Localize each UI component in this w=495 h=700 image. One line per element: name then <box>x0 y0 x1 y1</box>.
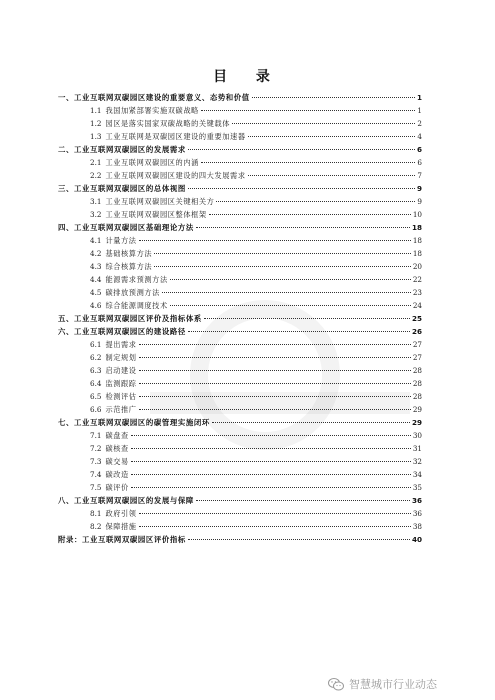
toc-dot-leader <box>131 481 411 488</box>
toc-entry-title: 制定规划 <box>105 353 137 362</box>
toc-entry-number: 6.2 <box>90 353 102 362</box>
toc-page-number: 27 <box>412 340 422 349</box>
toc-dot-leader <box>188 182 415 189</box>
toc-chapter-entry[interactable] <box>58 312 422 325</box>
toc-section-entry[interactable] <box>58 286 422 299</box>
toc-dot-leader <box>232 117 415 124</box>
toc-dot-leader <box>170 299 411 306</box>
toc-entry-number: 4.1 <box>90 236 102 245</box>
toc-chapter-entry[interactable] <box>58 143 422 156</box>
toc-entry-title: 工业互联网双碳园区关键相关方 <box>105 197 215 206</box>
toc-page-number: 29 <box>412 405 422 414</box>
toc-dot-leader <box>196 494 410 501</box>
toc-dot-leader <box>188 143 415 150</box>
toc-dot-leader <box>204 312 410 319</box>
toc-dot-leader <box>209 208 411 215</box>
toc-section-entry[interactable] <box>58 468 422 481</box>
toc-entry-number: 6.6 <box>90 405 102 414</box>
toc-page-number: 1 <box>416 93 422 102</box>
toc-page-number: 34 <box>412 470 422 479</box>
toc-page-number: 22 <box>412 275 422 284</box>
toc-page-number: 18 <box>412 236 422 245</box>
toc-chapter-entry[interactable] <box>58 416 422 429</box>
toc-chapter-entry[interactable] <box>58 325 422 338</box>
toc-dot-leader <box>252 91 415 98</box>
toc-dot-leader <box>139 507 411 514</box>
toc-page-number: 40 <box>411 535 422 544</box>
toc-entry-title: 保障措施 <box>105 522 137 531</box>
toc-section-entry[interactable] <box>58 117 422 130</box>
toc-entry-title: 综合核算方法 <box>105 262 153 271</box>
toc-page-number: 24 <box>412 301 422 310</box>
toc-section-entry[interactable] <box>58 403 422 416</box>
toc-section-entry[interactable] <box>58 390 422 403</box>
toc-section-entry[interactable] <box>58 247 422 260</box>
wechat-icon <box>328 678 344 691</box>
toc-entry-title: 碳改造 <box>105 470 129 479</box>
toc-entry-number: 7.5 <box>90 483 102 492</box>
toc-dot-leader <box>196 221 410 228</box>
toc-dot-leader <box>162 286 411 293</box>
toc-section-entry[interactable] <box>58 442 422 455</box>
toc-entry-title: 碳交易 <box>105 457 129 466</box>
toc-dot-leader <box>131 468 411 475</box>
toc-dot-leader <box>131 442 411 449</box>
source-badge-text: 智慧城市行业动态 <box>349 678 437 691</box>
toc-page-number: 28 <box>412 366 422 375</box>
toc-chapter-entry[interactable] <box>58 91 422 104</box>
toc-dot-leader <box>139 234 411 241</box>
toc-section-entry[interactable] <box>58 377 422 390</box>
toc-chapter-entry[interactable] <box>58 494 422 507</box>
toc-chapter-entry[interactable] <box>58 221 422 234</box>
toc-dot-leader <box>212 416 410 423</box>
toc-page-number: 27 <box>412 353 422 362</box>
toc-entry-title: 监测跟踪 <box>105 379 137 388</box>
toc-entry-number: 2.2 <box>90 171 102 180</box>
toc-dot-leader <box>131 429 411 436</box>
toc-entry-number: 4.2 <box>90 249 102 258</box>
toc-entry-number: 1.3 <box>90 132 102 141</box>
toc-dot-leader <box>154 247 411 254</box>
toc-entry-title: 政府引领 <box>105 509 137 518</box>
toc-section-entry[interactable] <box>58 351 422 364</box>
toc-section-entry[interactable] <box>58 364 422 377</box>
toc-dot-leader <box>139 377 411 384</box>
toc-section-entry[interactable] <box>58 273 422 286</box>
toc-page-number: 23 <box>412 288 422 297</box>
toc-page-number: 20 <box>412 262 422 271</box>
toc-section-entry[interactable] <box>58 299 422 312</box>
toc-entry-number: 8.1 <box>90 509 102 518</box>
toc-entry-number: 6.1 <box>90 340 102 349</box>
toc-entry-number: 6.5 <box>90 392 102 401</box>
toc-page-number: 2 <box>417 119 422 128</box>
toc-entry-title: 检测评估 <box>105 392 137 401</box>
toc-entry-title: 附录：工业互联网双碳园区评价指标 <box>58 535 186 544</box>
toc-entry-title: 能源需求预测方法 <box>105 275 168 284</box>
toc-entry-title: 七、工业互联网双碳园区的碳管理实施闭环 <box>58 418 210 427</box>
toc-page-number: 25 <box>411 314 422 323</box>
toc-entry-title: 五、工业互联网双碳园区评价及指标体系 <box>58 314 202 323</box>
table-of-contents <box>58 91 422 546</box>
toc-entry-title: 碳评价 <box>105 483 129 492</box>
toc-section-entry[interactable] <box>58 104 422 117</box>
toc-page-number: 30 <box>412 431 422 440</box>
toc-page-number: 10 <box>412 210 422 219</box>
toc-page-number: 18 <box>411 223 422 232</box>
toc-dot-leader <box>139 403 411 410</box>
toc-entry-title: 工业互联网双碳园区的内涵 <box>105 158 199 167</box>
toc-page-number: 6 <box>417 158 422 167</box>
toc-entry-title: 四、工业互联网双碳园区基础理论方法 <box>58 223 194 232</box>
toc-page-number: 9 <box>417 197 422 206</box>
toc-entry-title: 基础核算方法 <box>105 249 153 258</box>
toc-entry-number: 7.3 <box>90 457 102 466</box>
toc-section-entry[interactable] <box>58 195 422 208</box>
toc-section-entry[interactable] <box>58 130 422 143</box>
toc-page-number: 7 <box>417 171 422 180</box>
toc-section-entry[interactable] <box>58 156 422 169</box>
toc-dot-leader <box>139 351 411 358</box>
toc-entry-number: 3.1 <box>90 197 102 206</box>
toc-entry-title: 计量方法 <box>105 236 137 245</box>
toc-dot-leader <box>139 520 411 527</box>
toc-dot-leader <box>139 364 411 371</box>
toc-page-number: 4 <box>417 132 422 141</box>
toc-entry-title: 我国加紧部署实施双碳战略 <box>105 106 199 115</box>
toc-entry-number: 2.1 <box>90 158 102 167</box>
toc-entry-title: 提出需求 <box>105 340 137 349</box>
toc-dot-leader <box>188 325 410 332</box>
toc-dot-leader <box>248 130 416 137</box>
toc-chapter-entry[interactable] <box>58 182 422 195</box>
toc-entry-title: 综合能源调度技术 <box>105 301 168 310</box>
toc-dot-leader <box>216 195 415 202</box>
toc-page-number: 31 <box>412 444 422 453</box>
toc-section-entry[interactable] <box>58 481 422 494</box>
toc-page-number: 29 <box>411 418 422 427</box>
toc-entry-title: 碳盘查 <box>105 431 129 440</box>
toc-chapter-entry[interactable] <box>58 533 422 546</box>
toc-page-number: 28 <box>412 392 422 401</box>
toc-entry-number: 7.1 <box>90 431 102 440</box>
toc-dot-leader <box>201 104 416 111</box>
toc-entry-number: 3.2 <box>90 210 102 219</box>
toc-entry-number: 4.4 <box>90 275 102 284</box>
toc-entry-number: 4.3 <box>90 262 102 271</box>
toc-entry-number: 6.3 <box>90 366 102 375</box>
toc-dot-leader <box>139 390 411 397</box>
toc-section-entry[interactable] <box>58 455 422 468</box>
toc-entry-number: 8.2 <box>90 522 102 531</box>
toc-title: 目 录 <box>213 69 282 85</box>
toc-entry-number: 7.4 <box>90 470 102 479</box>
toc-page-number: 36 <box>412 509 422 518</box>
toc-dot-leader <box>248 169 416 176</box>
toc-page-number: 36 <box>411 496 422 505</box>
toc-section-entry[interactable] <box>58 520 422 533</box>
toc-entry-number: 1.2 <box>90 119 102 128</box>
toc-entry-number: 6.4 <box>90 379 102 388</box>
toc-entry-title: 碳排放预测方法 <box>105 288 160 297</box>
toc-section-entry[interactable] <box>58 208 422 221</box>
toc-dot-leader <box>188 533 410 540</box>
source-badge <box>328 676 437 692</box>
toc-dot-leader <box>170 273 411 280</box>
toc-entry-title: 二、工业互联网双碳园区的发展需求 <box>58 145 186 154</box>
toc-page-number: 6 <box>416 145 422 154</box>
toc-page-number: 32 <box>412 457 422 466</box>
toc-entry-number: 4.6 <box>90 301 102 310</box>
toc-entry-title: 示范推广 <box>105 405 137 414</box>
toc-page-number: 9 <box>416 184 422 193</box>
toc-entry-title: 三、工业互联网双碳园区的总体视图 <box>58 184 186 193</box>
toc-section-entry[interactable] <box>58 260 422 273</box>
toc-section-entry[interactable] <box>58 169 422 182</box>
toc-page-number: 28 <box>412 379 422 388</box>
toc-entry-title: 工业互联网是双碳园区建设的重要加速器 <box>105 132 246 141</box>
toc-page-number: 38 <box>412 522 422 531</box>
toc-entry-title: 八、工业互联网双碳园区的发展与保障 <box>58 496 194 505</box>
toc-dot-leader <box>139 338 411 345</box>
toc-entry-title: 启动建设 <box>105 366 137 375</box>
toc-entry-title: 六、工业互联网双碳园区的建设路径 <box>58 327 186 336</box>
toc-page-number: 1 <box>417 106 422 115</box>
toc-page-number: 26 <box>411 327 422 336</box>
toc-entry-title: 园区是落实国家双碳战略的关键载体 <box>105 119 231 128</box>
toc-entry-title: 工业互联网双碳园区整体框架 <box>105 210 207 219</box>
toc-entry-title: 碳核查 <box>105 444 129 453</box>
toc-section-entry[interactable] <box>58 429 422 442</box>
toc-dot-leader <box>201 156 416 163</box>
toc-entry-title: 一、工业互联网双碳园区建设的重要意义、态势和价值 <box>58 93 250 102</box>
toc-section-entry[interactable] <box>58 338 422 351</box>
toc-dot-leader <box>131 455 411 462</box>
toc-page-number: 35 <box>412 483 422 492</box>
toc-entry-number: 4.5 <box>90 288 102 297</box>
toc-entry-number: 1.1 <box>90 106 102 115</box>
toc-dot-leader <box>154 260 411 267</box>
toc-page-number: 18 <box>412 249 422 258</box>
toc-entry-title: 工业互联网双碳园区建设的四大发展需求 <box>105 171 246 180</box>
toc-entry-number: 7.2 <box>90 444 102 453</box>
toc-section-entry[interactable] <box>58 507 422 520</box>
toc-section-entry[interactable] <box>58 234 422 247</box>
